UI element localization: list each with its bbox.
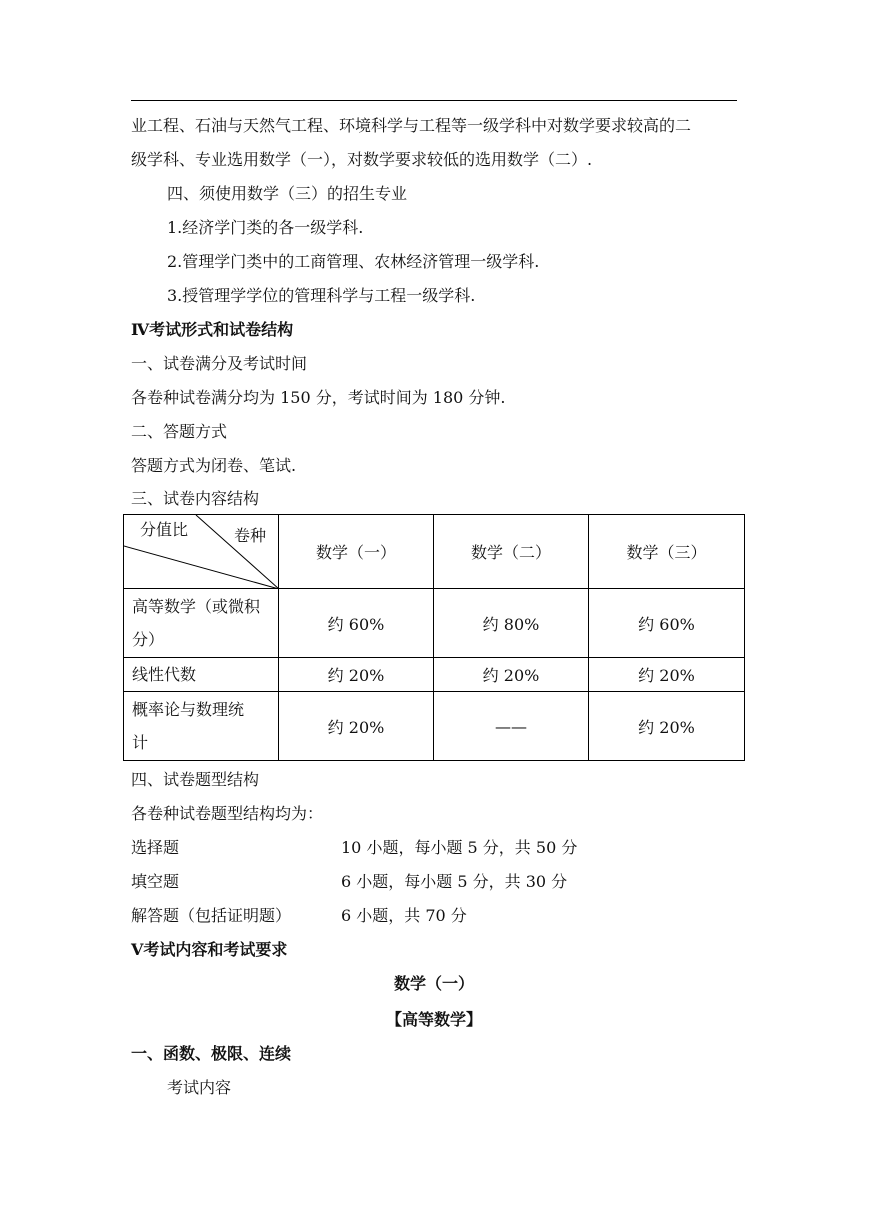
list-item: 2.管理学门类中的工商管理、农林经济管理一级学科. — [167, 252, 540, 271]
section-heading: 三、试卷内容结构 — [131, 489, 260, 508]
paragraph-line: 各卷种试卷满分均为 150 分，考试时间为 180 分钟. — [131, 388, 506, 407]
row-header-line: 高等数学（或微积 — [132, 597, 261, 616]
section-heading: 一、函数、极限、连续 — [131, 1044, 292, 1063]
table-cell: 约 60% — [279, 589, 434, 658]
table-cell: 约 20% — [279, 658, 434, 692]
table-cell: 约 20% — [434, 658, 589, 692]
corner-label-paper: 卷种 — [234, 526, 267, 545]
table-row — [124, 658, 745, 692]
row-header-line: 概率论与数理统 — [132, 700, 245, 719]
row-header — [124, 692, 279, 761]
paragraph-line: 答题方式为闭卷、笔试. — [131, 456, 297, 475]
section-heading: 四、须使用数学（三）的招生专业 — [167, 184, 408, 203]
score-distribution-table — [123, 514, 745, 761]
row-header — [124, 589, 279, 658]
question-type-desc: 6 小题，共 70 分 — [341, 906, 467, 925]
row-header-line: 线性代数 — [132, 665, 197, 684]
table-cell: 约 60% — [589, 589, 745, 658]
question-type-name: 填空题 — [131, 872, 180, 891]
list-item: 1.经济学门类的各一级学科. — [167, 218, 364, 237]
section-heading: 二、答题方式 — [131, 422, 228, 441]
question-type-name: 选择题 — [131, 838, 180, 857]
table-cell: —— — [434, 692, 589, 761]
part-title: 【高等数学】 — [385, 1010, 482, 1029]
paragraph-line: 各卷种试卷题型结构均为： — [131, 804, 324, 823]
column-header: 数学（三） — [589, 515, 745, 589]
section-heading: 四、试卷题型结构 — [131, 770, 260, 789]
header-rule — [131, 100, 737, 101]
paragraph-line: 业工程、石油与天然气工程、环境科学与工程等一级学科中对数学要求较高的二 — [131, 116, 692, 135]
row-header-line: 分） — [132, 630, 165, 649]
paragraph-line: 级学科、专业选用数学（一），对数学要求较低的选用数学（二）. — [131, 150, 593, 169]
subject-title: 数学（一） — [393, 974, 474, 993]
table-cell: 约 20% — [279, 692, 434, 761]
table-header-row — [124, 515, 745, 589]
diagonal-header-cell — [124, 515, 279, 589]
table-cell: 约 80% — [434, 589, 589, 658]
section-heading: 一、试卷满分及考试时间 — [131, 354, 308, 373]
row-header-line: 计 — [132, 733, 149, 752]
subsection-label: 考试内容 — [167, 1078, 232, 1097]
row-header — [124, 658, 279, 692]
table-row — [124, 692, 745, 761]
column-header: 数学（一） — [279, 515, 434, 589]
chapter-title: Ⅳ考试形式和试卷结构 — [131, 320, 294, 339]
chapter-title: Ⅴ考试内容和考试要求 — [131, 940, 288, 959]
table-cell: 约 20% — [589, 692, 745, 761]
list-item: 3.授管理学学位的管理科学与工程一级学科. — [167, 286, 476, 305]
table-row — [124, 589, 745, 658]
column-header: 数学（二） — [434, 515, 589, 589]
question-type-desc: 10 小题，每小题 5 分，共 50 分 — [341, 838, 578, 857]
table-cell: 约 20% — [589, 658, 745, 692]
question-type-desc: 6 小题，每小题 5 分，共 30 分 — [341, 872, 568, 891]
corner-label-ratio: 分值比 — [140, 520, 189, 539]
question-type-name: 解答题（包括证明题） — [131, 906, 292, 925]
